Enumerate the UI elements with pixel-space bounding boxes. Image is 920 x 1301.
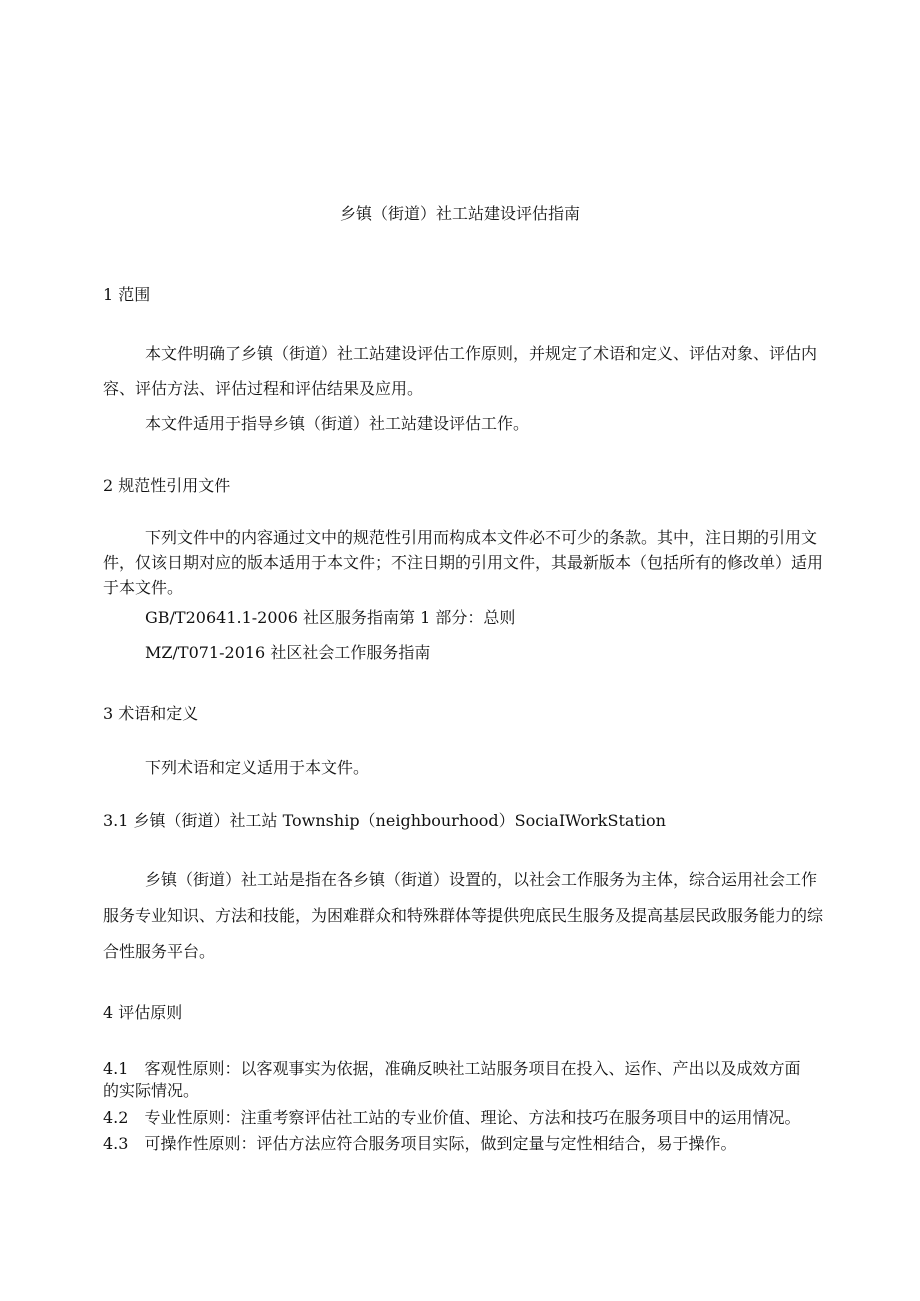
- section-1-heading: 1 范围: [103, 285, 151, 304]
- reference-item: MZ/T071-2016 社区社会工作服务指南: [145, 643, 431, 662]
- reference-item: GB/T20641.1-2006 社区服务指南第 1 部分：总则: [145, 608, 516, 627]
- section-4-heading: 4 评估原则: [103, 1003, 183, 1022]
- section-2-heading: 2 规范性引用文件: [103, 476, 231, 495]
- document-title: 乡镇（街道）社工站建设评估指南: [339, 204, 580, 223]
- term-definition-line-3: 合性服务平台。: [103, 942, 216, 961]
- section-1-paragraph-1-line-1: 本文件明确了乡镇（街道）社工站建设评估工作原则，并规定了术语和定义、评估对象、评估内: [145, 344, 818, 363]
- section-1-paragraph-2: 本文件适用于指导乡镇（街道）社工站建设评估工作。: [145, 414, 530, 433]
- principle-item: 4.3 可操作性原则：评估方法应符合服务项目实际，做到定量与定性相结合，易于操作。: [103, 1134, 737, 1153]
- section-1-paragraph-1-line-2: 容、评估方法、评估过程和评估结果及应用。: [103, 379, 424, 398]
- term-definition-line-2: 服务专业知识、方法和技能，为困难群众和特殊群体等提供兜底民生服务及提高基层民政服务能力的综: [103, 906, 824, 925]
- section-2-paragraph-line-2: 件，仅该日期对应的版本适用于本文件；不注日期的引用文件，其最新版本（包括所有的修改单）适用: [103, 553, 824, 572]
- principle-item-line-1: 4.1 客观性原则：以客观事实为依据，准确反映社工站服务项目在投入、运作、产出以及成效方面: [103, 1059, 801, 1078]
- term-definition-line-1: 乡镇（街道）社工站是指在各乡镇（街道）设置的，以社会工作服务为主体，综合运用社会工作: [145, 870, 818, 889]
- principle-item-line-2: 的实际情况。: [103, 1081, 200, 1100]
- section-2-paragraph-line-1: 下列文件中的内容通过文中的规范性引用而构成本文件必不可少的条款。其中，注日期的引用文: [145, 528, 818, 547]
- term-heading: 3.1 乡镇（街道）社工站 Township（neighbourhood）SociaIWorkStation: [103, 811, 666, 830]
- section-2-paragraph-line-3: 于本文件。: [103, 578, 184, 597]
- section-3-paragraph: 下列术语和定义适用于本文件。: [145, 758, 370, 777]
- principle-item: 4.2 专业性原则：注重考察评估社工站的专业价值、理论、方法和技巧在服务项目中的运用情况。: [103, 1108, 801, 1127]
- section-3-heading: 3 术语和定义: [103, 704, 199, 723]
